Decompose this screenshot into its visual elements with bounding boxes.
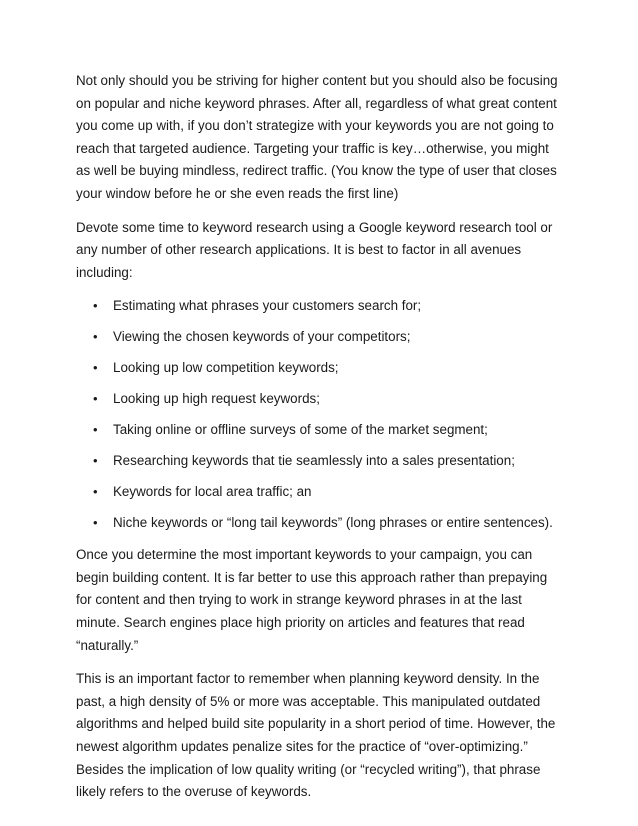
list-item xyxy=(76,295,566,318)
list-item-text: Looking up low competition keywords; xyxy=(113,360,339,376)
bullet-icon: • xyxy=(93,452,98,468)
paragraph-keyword-density: This is an important factor to remember when planning keyword density. In the past, a high density of 5% or more was acceptable. This manipulated outdated algorithms and helped build site popularity in a short period of time. However, the newest algorithm updates penalize sites for the practice of “over-optimizing.” Besides the implication of low quality writing (or “recycled writing”), that phrase likely refers to the overuse of keywords. xyxy=(76,671,556,800)
list-item xyxy=(76,481,566,504)
list-item-text: Looking up high request keywords; xyxy=(113,391,320,407)
list-item-text: Taking online or offline surveys of some of the market segment; xyxy=(113,421,488,437)
list-item-text: Viewing the chosen keywords of your competitors; xyxy=(113,329,411,345)
list-item xyxy=(76,419,566,442)
research-avenues-list xyxy=(76,295,566,534)
list-item-text: Keywords for local area traffic; an xyxy=(113,483,312,499)
document-page xyxy=(76,70,566,815)
paragraph-building-content: Once you determine the most important keywords to your campaign, you can begin building content. It is far better to use this approach rather than prepaying for content and then trying to work in strange keyword phrases in at the last minute. Search engines place high priority on articles and features that read “naturally.” xyxy=(76,547,548,653)
list-item-text: Niche keywords or “long tail keywords” (long phrases or entire sentences). xyxy=(113,514,553,530)
bullet-icon: • xyxy=(93,360,98,376)
paragraph-keyword-focus: Not only should you be striving for higher content but you should also be focusing on popular and niche keyword phrases. After all, regardless of what great content you come up with, if you don’t strategize with your keywords you are not going to reach that targeted audience. Targeting your traffic is key…otherwise, you might as well be buying mindless, redirect traffic. (You know the type of user that closes your window before he or she even reads the first line) xyxy=(76,73,558,201)
bullet-icon: • xyxy=(93,298,98,314)
list-item xyxy=(76,388,566,411)
bullet-icon: • xyxy=(93,391,98,407)
list-item xyxy=(76,357,566,380)
list-item xyxy=(76,326,566,349)
list-item-text: Researching keywords that tie seamlessly into a sales presentation; xyxy=(113,452,515,468)
bullet-icon: • xyxy=(93,329,98,345)
bullet-icon: • xyxy=(93,421,98,437)
paragraph-keyword-research: Devote some time to keyword research using a Google keyword research tool or any number of other research applications. It is best to factor in all avenues including: xyxy=(76,219,553,280)
bullet-icon: • xyxy=(93,514,98,530)
list-item xyxy=(76,512,566,535)
list-item-text: Estimating what phrases your customers search for; xyxy=(113,298,422,314)
bullet-icon: • xyxy=(93,483,98,499)
list-item xyxy=(76,450,566,473)
